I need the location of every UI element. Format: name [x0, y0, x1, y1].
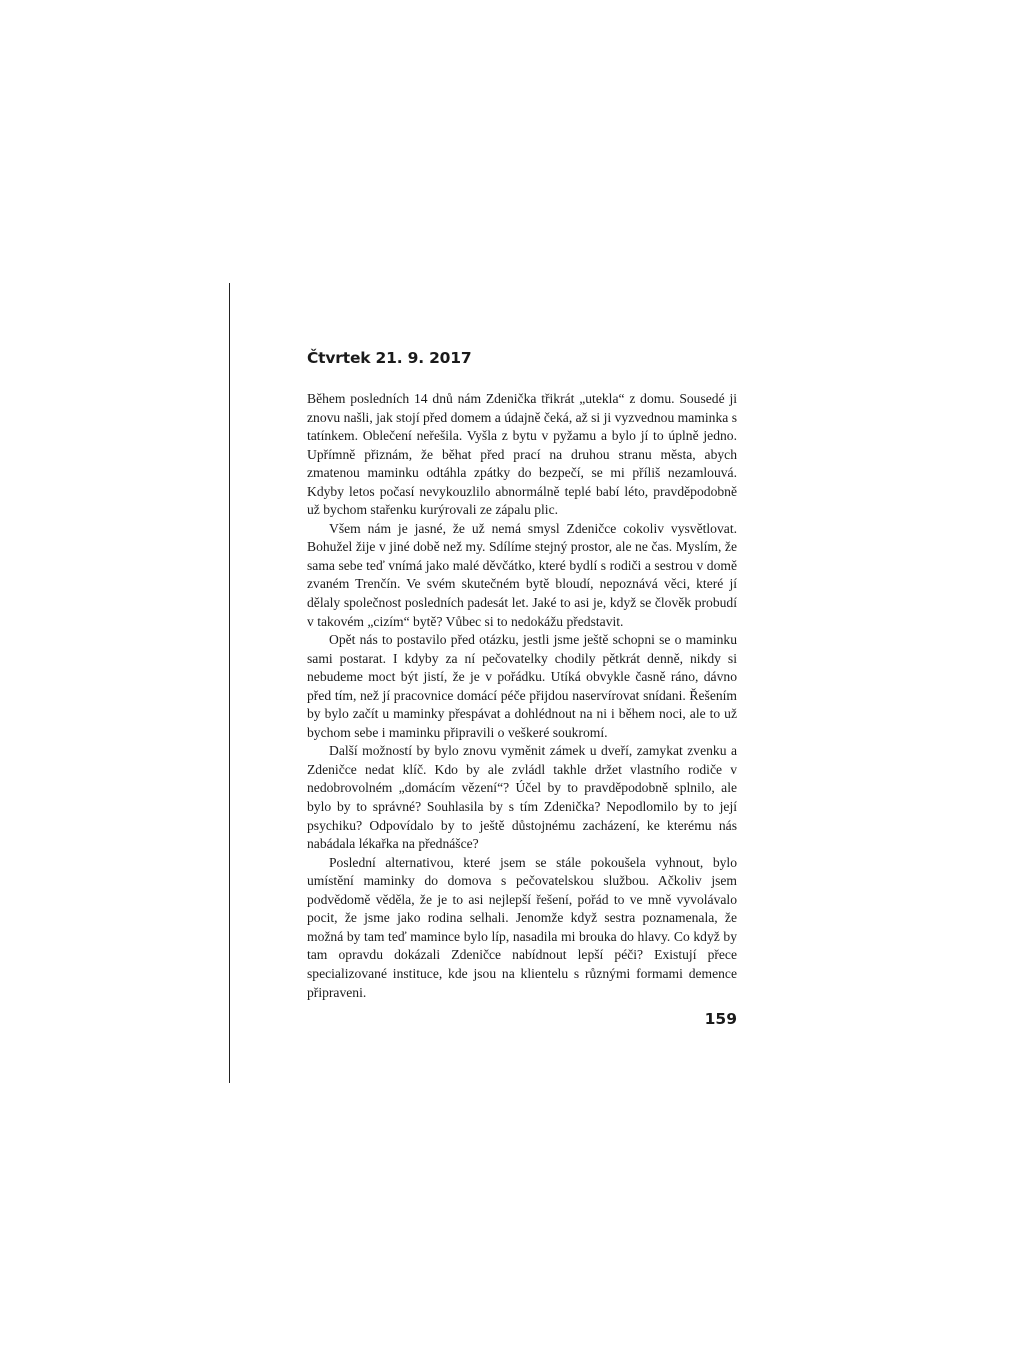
- body-text: [307, 390, 737, 1002]
- paragraph: Opět nás to postavilo před otázku, jestli jsme ještě schopni se o maminku sami postarat. I kdyby za ní pečovatelky chodily pětkrát denně, nikdy si nebudeme moct být jistí, že je v pořádku. Utíká obvykle časně ráno, dávno před tím, než jí pracovnice domácí péče přijdou naservírovat snídani. Řešením by bylo začít u maminky přespávat a dohlédnout na ni i během noci, ale to už bychom sebe i maminku připravili o veškeré soukromí.: [307, 632, 737, 740]
- chapter-heading: Čtvrtek 21. 9. 2017: [307, 349, 472, 367]
- paragraph: Během posledních 14 dnů nám Zdenička třikrát „utekla“ z domu. Sousedé ji znovu našli, jak stojí před domem a údajně čeká, až si ji vyzvednou maminka s tatínkem. Oblečení neřešila. Vyšla z bytu v pyžamu a bylo jí to úplně jedno. Upřímně přiznám, že běhat před prací na druhou stranu města, abych zmatenou maminku odtáhla zpátky do bezpečí, se mi příliš nezamlouvá. Kdyby letos počasí nevykouzlilo abnormálně teplé babí léto, pravděpodobně už bychom stařenku kurýrovali ze zápalu plic.: [307, 391, 737, 518]
- book-page: [307, 347, 737, 1002]
- paragraph: Poslední alternativou, které jsem se stále pokoušela vyhnout, bylo umístění maminky do domova s pečovatelskou službou. Ačkoliv jsem podvědomě věděla, že je to asi nejlepší řešení, pořád to ve mně vyvolávalo pocit, že jsme jako rodina selhali. Jenomže když sestra poznamenala, že možná by tam teď mamince bylo líp, nasadila mi brouka do hlavy. Co když by tam opravdu dokázali Zdeničce nabídnout lepší péči? Existují přece specializované instituce, kde jsou na klientelu s různými formami demence připraveni.: [307, 854, 737, 1000]
- page-number: 159: [704, 1010, 737, 1028]
- paragraph: Všem nám je jasné, že už nemá smysl Zdeničce cokoliv vysvětlovat. Bohužel žije v jiné době než my. Sdílíme stejný prostor, ale ne čas. Myslím, že sama sebe teď vnímá jako malé děvčátko, které bydlí s rodiči a sestrou v domě zvaném Trenčín. Ve svém skutečném bytě bloudí, nepoznává věci, které jí dělaly společnost posledních padesát let. Jaké to asi je, když se člověk probudí v takovém „cizím“ bytě? Vůbec si to nedokážu představit.: [307, 520, 737, 629]
- page-gutter-line: [229, 283, 230, 1083]
- paragraph: Další možností by bylo znovu vyměnit zámek u dveří, zamykat zvenku a Zdeničce nedat klíč. Kdo by ale zvládl takhle držet vlastního rodiče v nedobrovolném „domácím vězení“? Účel by to pravděpodobně splnilo, ale bylo by to správné? Souhlasila by s tím Zdenička? Nepodlomilo by to její psychiku? Odpovídalo by to ještě důstojnému zacházení, ke kterému nás nabádala lékařka na přednášce?: [307, 743, 737, 852]
